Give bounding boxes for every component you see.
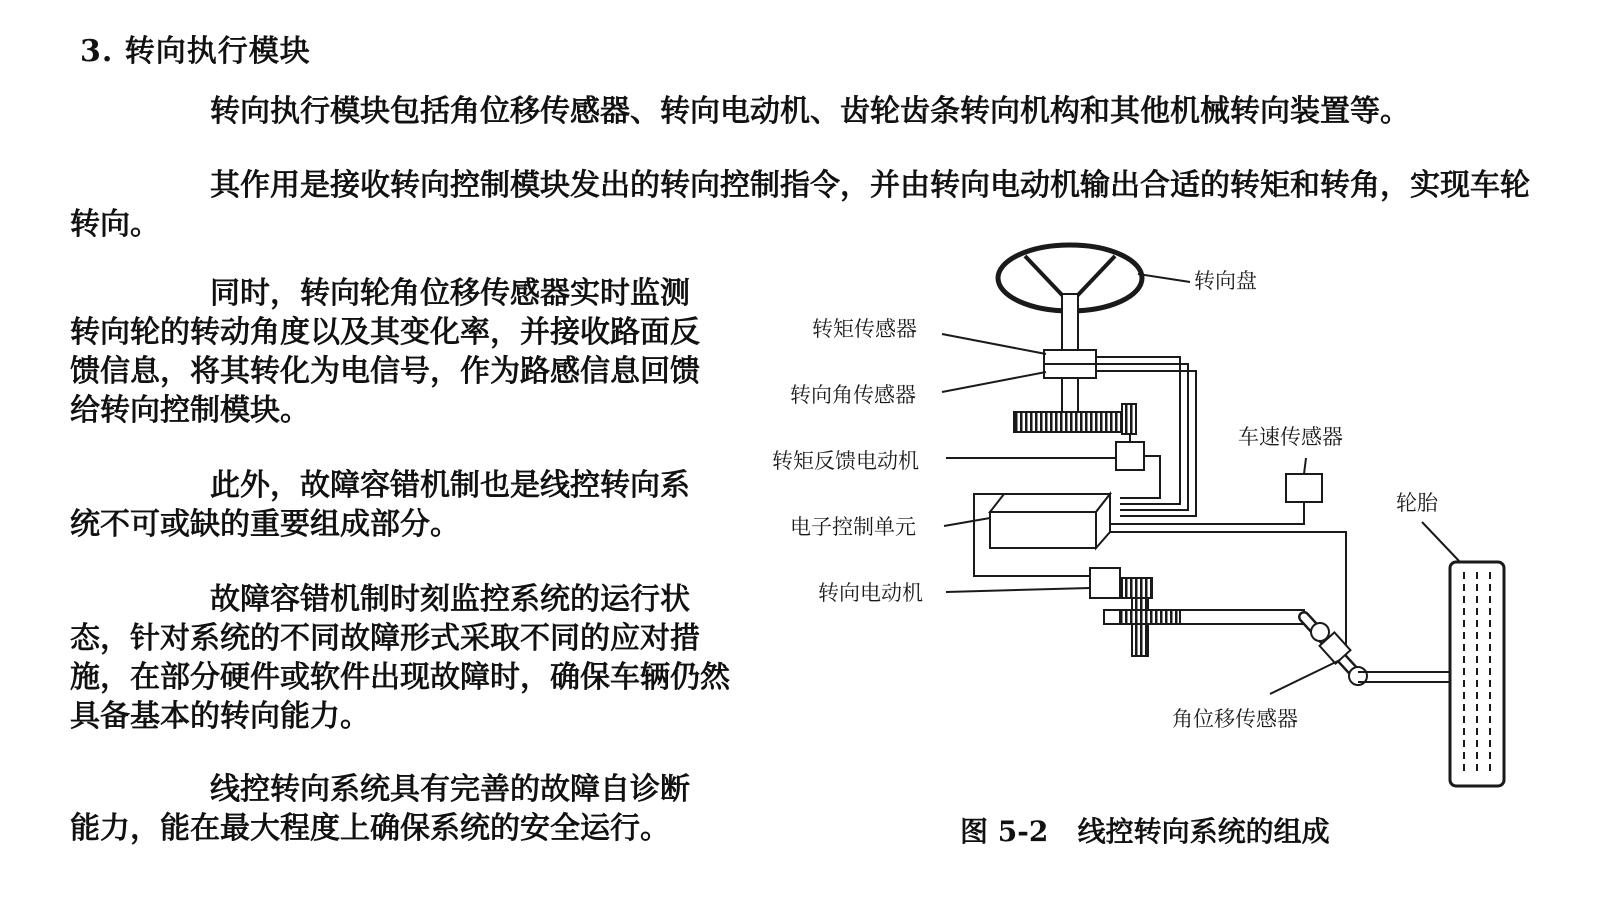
label-torque-sensor: 转矩传感器 xyxy=(812,317,917,341)
label-angular-displacement-sensor: 角位移传感器 xyxy=(1172,707,1298,731)
paragraph-5-text: 故障容错机制时刻监控系统的运行状态，针对系统的不同故障形式采取不同的应对措施，在部分硬件或软件出现故障时，确保车辆仍然具备基本的转向能力。 xyxy=(70,582,730,734)
gear-shape xyxy=(1014,412,1124,432)
paragraph-4-text: 此外，故障容错机制也是线控转向系统不可或缺的重要组成部分。 xyxy=(70,468,690,542)
angle-sensor-shape xyxy=(1044,364,1096,378)
figure-caption: 图 5-2 线控转向系统的组成 xyxy=(960,815,1330,848)
tire-shape xyxy=(1450,562,1504,786)
paragraph-1-text: 转向执行模块包括角位移传感器、转向电动机、齿轮齿条转向机构和其他机械转向装置等。 xyxy=(210,94,1410,129)
label-torque-feedback-motor: 转矩反馈电动机 xyxy=(772,449,919,473)
label-ecu: 电子控制单元 xyxy=(790,515,916,539)
paragraph-4 xyxy=(70,466,710,544)
torque-sensor-shape xyxy=(1044,350,1096,364)
label-steering-motor: 转向电动机 xyxy=(818,581,923,605)
ecu-shape xyxy=(990,494,1110,548)
paragraph-2 xyxy=(70,166,1540,244)
section-heading: 3. 转向执行模块 xyxy=(80,34,311,69)
torque-feedback-motor-shape xyxy=(1116,442,1144,470)
diagram-svg xyxy=(760,236,1560,806)
label-tire: 轮胎 xyxy=(1396,491,1438,515)
label-steering-angle-sensor: 转向角传感器 xyxy=(790,383,916,407)
steering-motor-shape xyxy=(1090,568,1120,598)
label-steering-wheel: 转向盘 xyxy=(1194,269,1257,293)
paragraph-2-text: 其作用是接收转向控制模块发出的转向控制指令，并由转向电动机输出合适的转矩和转角，实现车轮转向。 xyxy=(70,168,1530,242)
paragraph-3-text: 同时，转向轮角位移传感器实时监测转向轮的转动角度以及其变化率，并接收路面反馈信息，将其转化为电信号，作为路感信息回馈给转向控制模块。 xyxy=(70,276,700,428)
steer-by-wire-diagram xyxy=(760,236,1560,806)
paragraph-6 xyxy=(70,770,710,848)
paragraph-3 xyxy=(70,274,710,430)
paragraph-5 xyxy=(70,580,730,736)
label-speed-sensor: 车速传感器 xyxy=(1238,425,1343,449)
speed-sensor-shape xyxy=(1286,474,1322,502)
paragraph-6-text: 线控转向系统具有完善的故障自诊断能力，能在最大程度上确保系统的安全运行。 xyxy=(70,772,690,846)
paragraph-1 xyxy=(70,92,1570,131)
